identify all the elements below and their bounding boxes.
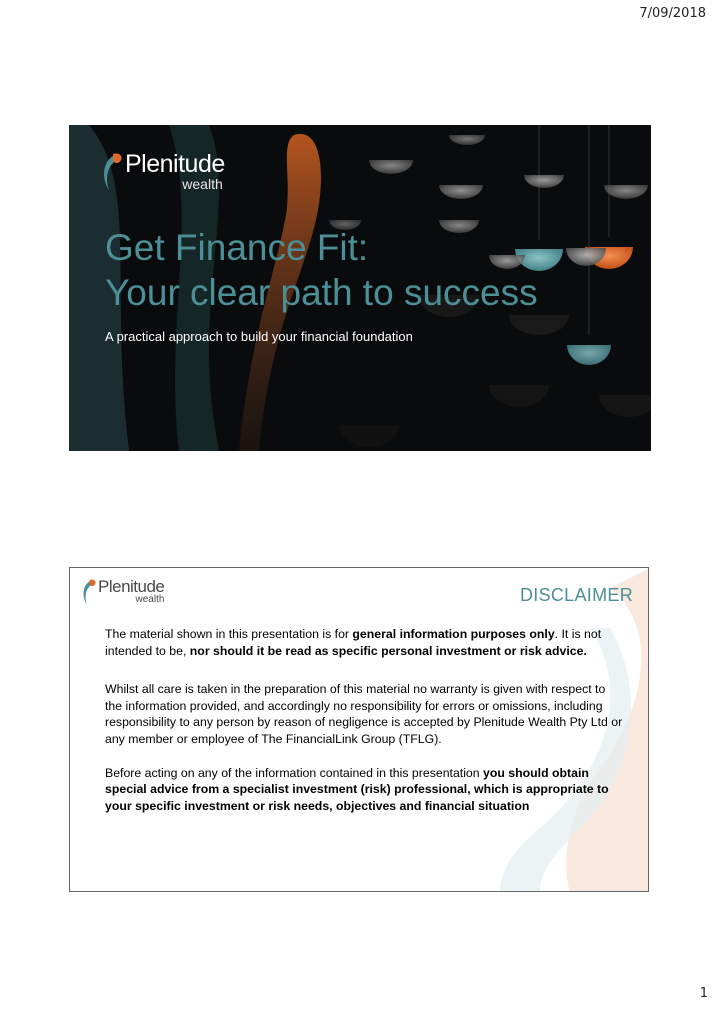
disclaimer-body (105, 626, 625, 831)
logo-brand: Plenitude (98, 577, 165, 596)
logo-brand: Plenitude (125, 150, 225, 178)
disclaimer-slide (69, 567, 649, 892)
bold-run: nor should it be read as specific personal investment or risk advice. (189, 643, 587, 658)
disclaimer-paragraph-3 (105, 765, 625, 815)
page-number: 1 (699, 986, 708, 1001)
logo-sub: wealth (135, 594, 165, 605)
bold-run: general information purposes only (352, 627, 555, 641)
title-line-2: Your clear path to success (105, 272, 538, 313)
logo-swoosh-icon (99, 152, 125, 194)
slide-title (105, 225, 645, 315)
logo-swoosh-icon (80, 578, 98, 608)
logo-sub: wealth (182, 176, 223, 192)
bold-run: you should obtain special advice from a specialist investment (risk) professional, which is appropriate to your specific investment or risk needs, objectives and financial situation (105, 765, 609, 813)
slide-subtitle: A practical approach to build your financial foundation (105, 329, 413, 344)
header-date: 7/09/2018 (639, 6, 706, 21)
text-run: Before acting on any of the information contained in this presentation (105, 765, 484, 780)
plenitude-logo (99, 152, 225, 194)
text-run: The material shown in this presentation is for (105, 627, 353, 641)
disclaimer-paragraph-1 (105, 626, 625, 659)
disclaimer-heading: DISCLAIMER (519, 585, 633, 605)
text-run: . It is not intended to be, (105, 627, 602, 658)
disclaimer-paragraph-2: Whilst all care is taken in the preparation of this material no warranty is given with respect to the information provided, and accordingly no responsibility for errors or omissions, including responsibility to any person by reason of negligence is accepted by Plenitude Wealth Pty Ltd or any member or employee of The FinancialLink Group (TFLG). (105, 682, 623, 746)
title-slide (69, 125, 651, 451)
title-line-1: Get Finance Fit: (105, 227, 369, 268)
plenitude-logo (80, 578, 164, 608)
